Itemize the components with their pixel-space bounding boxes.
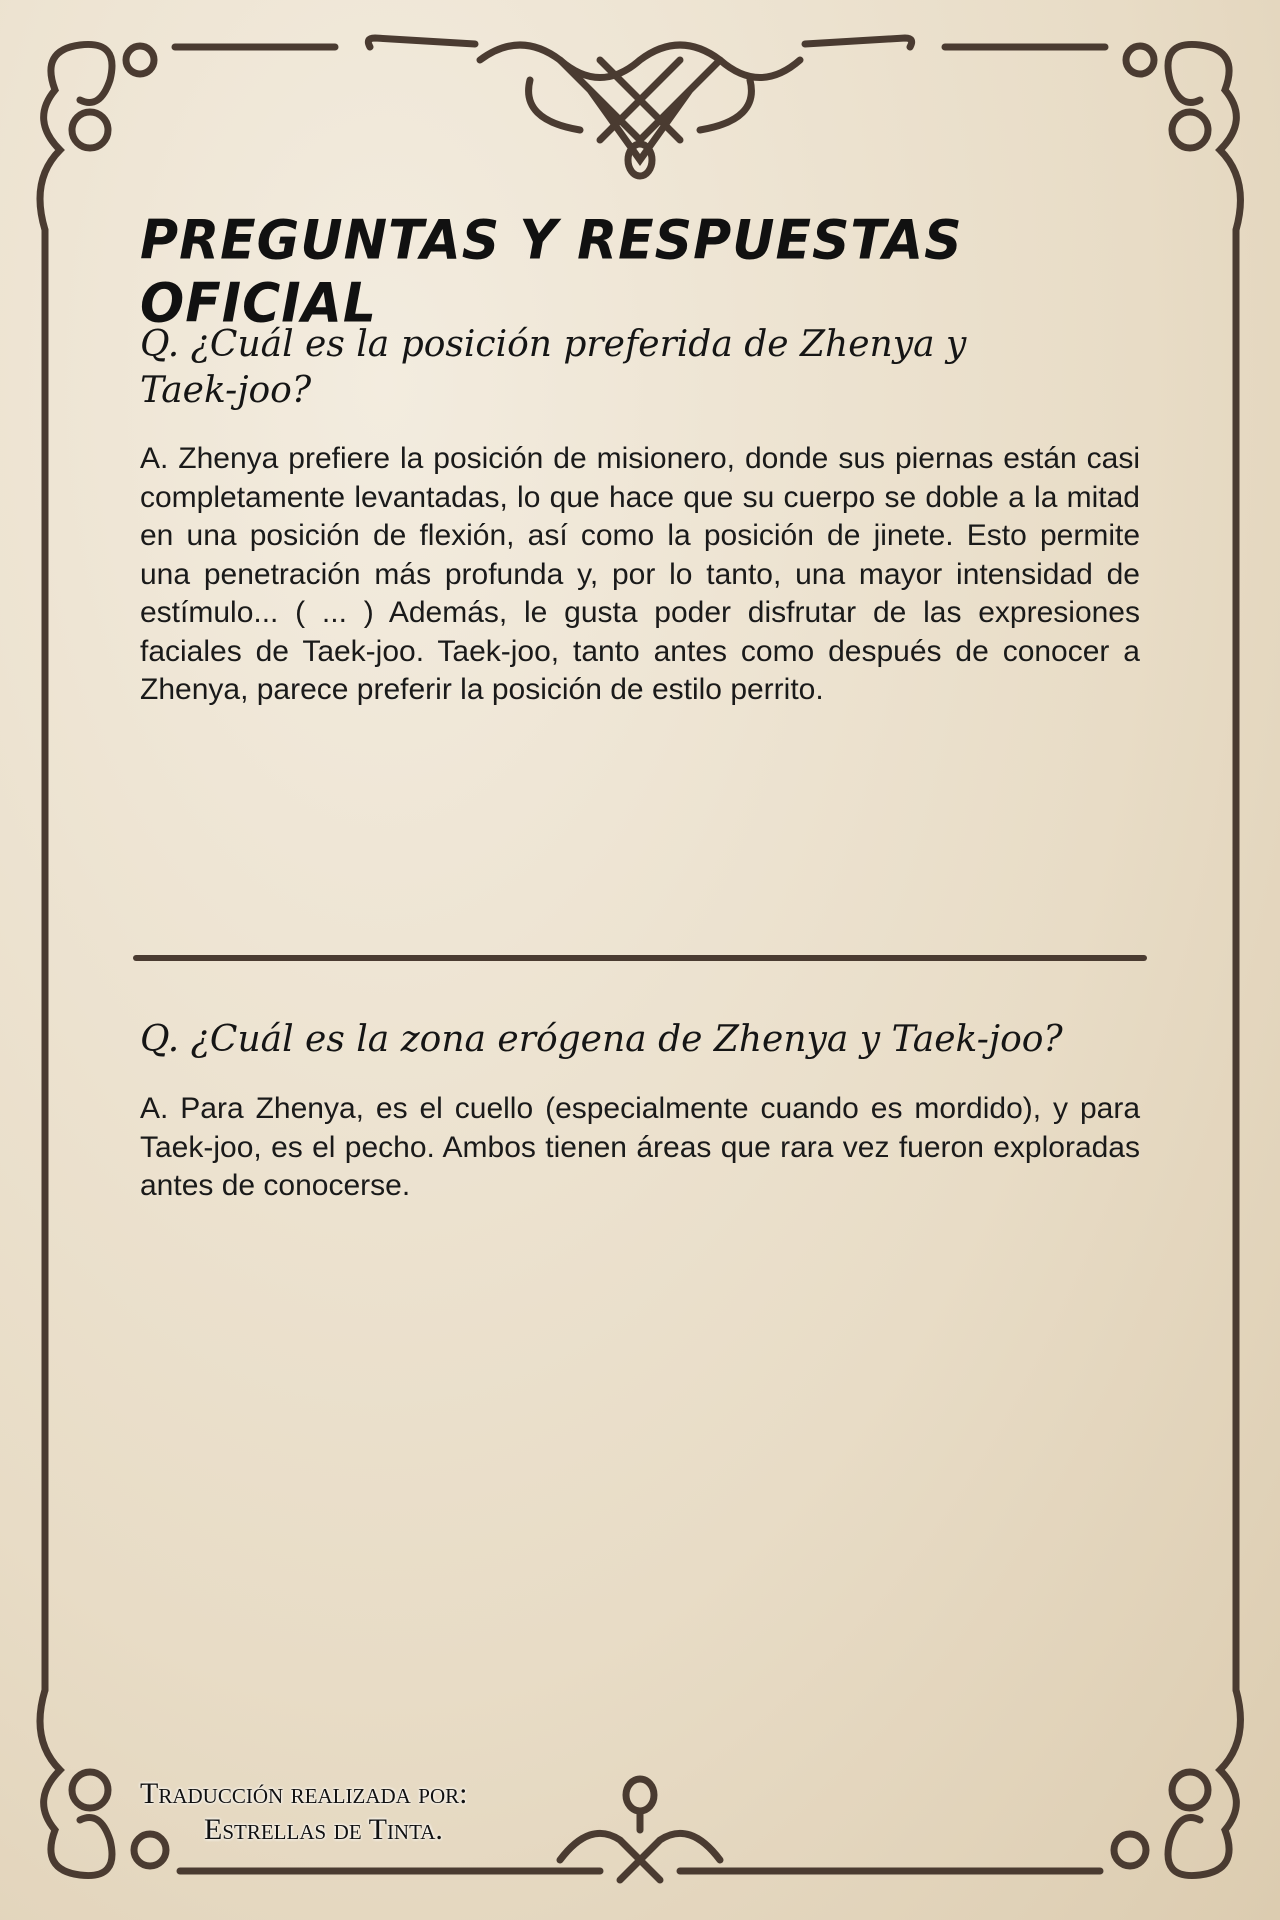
- section-divider: [133, 955, 1147, 961]
- corner-ornament-top-left: [40, 44, 154, 230]
- question-1: Q. ¿Cuál es la posición preferida de Zhenya y Taek-joo?: [140, 324, 967, 411]
- translation-credit: [140, 1776, 468, 1848]
- page-title: PREGUNTAS Y RESPUESTAS OFICIAL: [140, 209, 963, 335]
- credit-line-1: Traducción realizada por:: [140, 1777, 468, 1810]
- corner-ornament-top-right: [1126, 44, 1240, 230]
- answer-2: A. Para Zhenya, es el cuello (especialmente cuando es mordido), y para Taek-joo, es el pecho. Ambos tienen áreas que rara vez fueron exploradas antes de conocerse.: [140, 1092, 1140, 1202]
- credit-line-2: Estrellas de Tinta.: [204, 1813, 443, 1846]
- answer-1: A. Zhenya prefiere la posición de misionero, donde sus piernas están casi completamente levantadas, lo que hace que su cuerpo se doble a la mitad en una posición de flexión, así como la posición de jinete. Esto permite una penetración más profunda y, por lo tanto, una mayor intensidad de estímulo... ( ... ) Además, le gusta poder disfrutar de las expresiones faciales de Taek-joo. Taek-joo, tanto antes como después de conocer a Zhenya, parece preferir la posición de estilo perrito.: [140, 442, 1140, 706]
- bottom-center-ornament: [560, 1779, 720, 1880]
- top-center-ornament: [480, 45, 800, 176]
- question-2: Q. ¿Cuál es la zona erógena de Zhenya y Taek-joo?: [140, 1019, 1063, 1060]
- corner-ornament-bottom-right: [1114, 1690, 1240, 1876]
